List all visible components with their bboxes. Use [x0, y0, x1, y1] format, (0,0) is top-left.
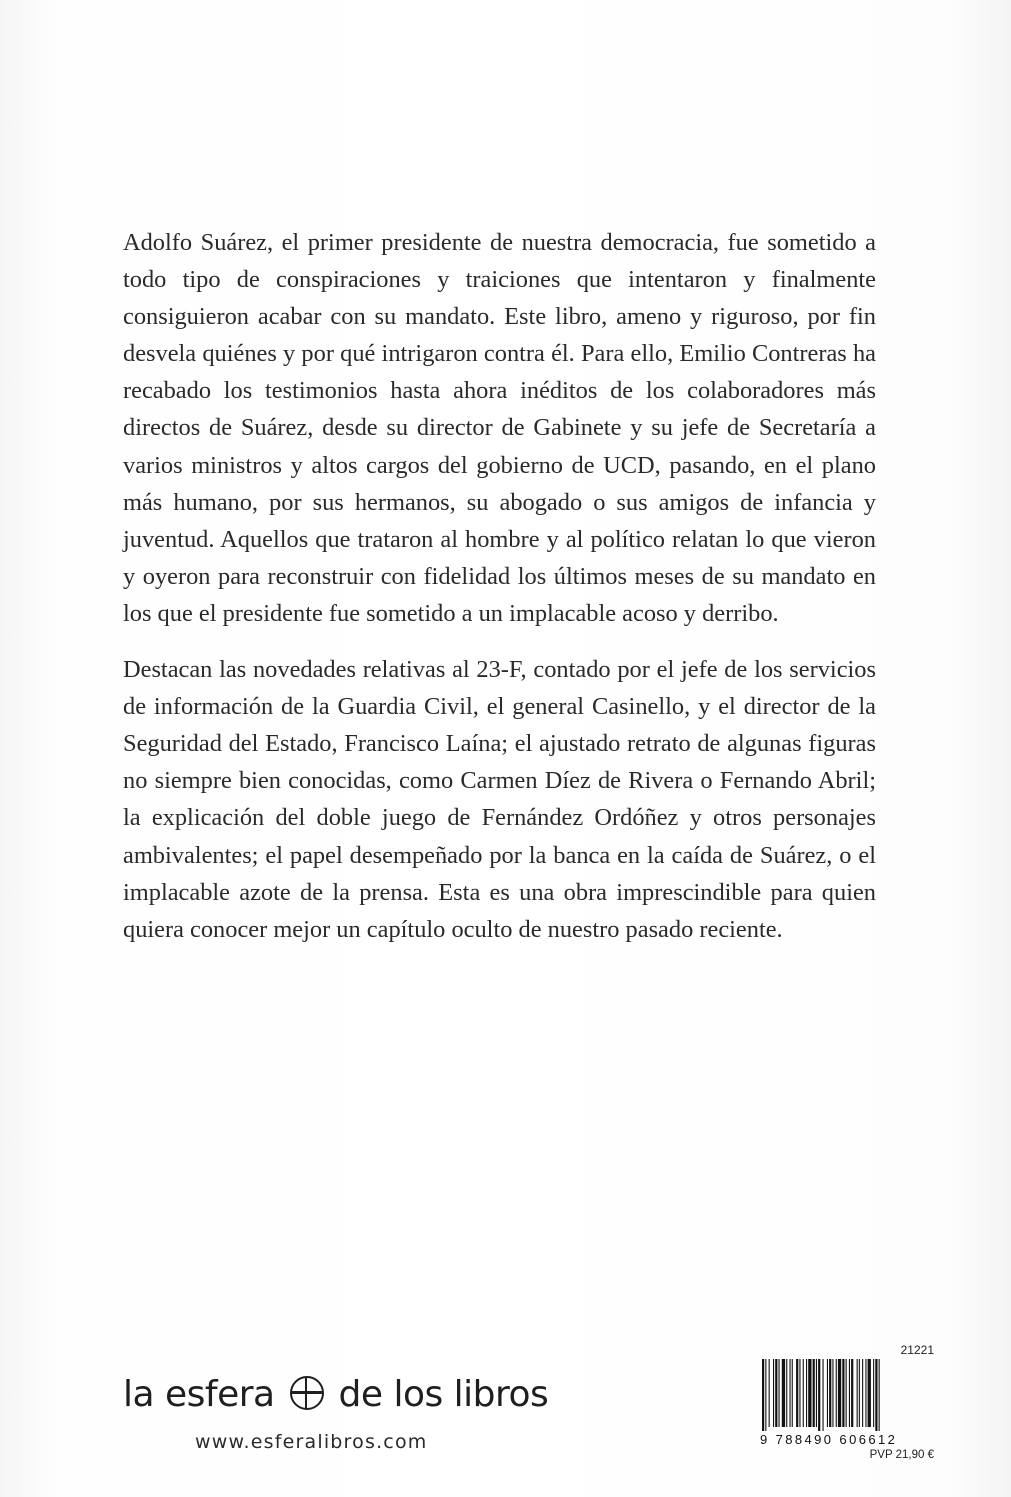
barcode-icon: [760, 1359, 938, 1431]
barcode-bar: [846, 1359, 847, 1427]
barcode-bar: [829, 1359, 831, 1427]
barcode-bar: [836, 1359, 837, 1427]
barcode-bar: [823, 1359, 824, 1431]
barcode-bar: [796, 1359, 798, 1427]
barcode-bar: [765, 1359, 766, 1431]
publisher-name-start: la esfera: [123, 1374, 275, 1415]
barcode-bar: [865, 1359, 866, 1427]
barcode-bar: [808, 1359, 811, 1427]
price-label: PVP 21,90 €: [869, 1449, 934, 1461]
barcode-bar: [790, 1359, 791, 1427]
barcode-bar: [806, 1359, 807, 1427]
barcode-bar: [779, 1359, 780, 1427]
barcode-bar: [813, 1359, 815, 1427]
barcode-bar: [842, 1359, 844, 1427]
barcode-bar: [857, 1359, 858, 1427]
publisher-name-end: de los libros: [338, 1374, 549, 1415]
barcode-bar: [827, 1359, 828, 1427]
barcode-bar: [873, 1359, 874, 1427]
barcode-bar: [832, 1359, 833, 1427]
barcode-bar: [775, 1359, 777, 1427]
barcode-bar: [838, 1359, 841, 1427]
barcode-bar: [859, 1359, 860, 1427]
globe-icon: [290, 1376, 324, 1410]
blurb-paragraph-2: Destacan las novedades relativas al 23-F, contado por el jefe de los servicios de información de la Guardia Civil, el general Casinello, y el director de la Seguridad del Estado, Francisco Laína; el ajustado retrato de algunas figuras no siempre bien conocidas, como Carmen Díez de Rivera o Fernando Abril; la explicación del doble juego de Fernández Ordóñez y otros personajes ambivalentes; el papel desempeñado por la banca en la caída de Suárez, o el implacable azote de la prensa. Esta es una obra imprescindible para quien quiera conocer mejor un capítulo oculto de nuestro pasado reciente.: [123, 656, 876, 943]
barcode-bar: [816, 1359, 817, 1427]
barcode-bar: [786, 1359, 787, 1427]
barcode-bar: [879, 1359, 880, 1431]
publisher-url: www.esferalibros.com: [195, 1431, 428, 1453]
barcode-bar: [849, 1359, 850, 1427]
barcode-bar: [803, 1359, 804, 1427]
barcode-bar: [769, 1359, 770, 1427]
barcode-bar: [782, 1359, 785, 1427]
internal-code: 21221: [900, 1343, 934, 1357]
blurb-text: [123, 224, 876, 948]
barcode-bar: [875, 1359, 877, 1431]
barcode-bar: [851, 1359, 853, 1427]
barcode-bar: [773, 1359, 774, 1427]
publisher-logo: [123, 1373, 549, 1453]
publisher-name: [123, 1373, 549, 1417]
barcode-bar: [792, 1359, 793, 1427]
barcode-bar: [818, 1359, 820, 1431]
barcode-bar: [862, 1359, 863, 1427]
barcode-block: [760, 1343, 938, 1461]
blurb-paragraph-1: Adolfo Suárez, el primer presidente de nuestra democracia, fue sometido a todo tipo de conspiraciones y traiciones que intentaron y finalmente consiguieron acabar con su mandato. Este libro, ameno y riguroso, por fin desvela quiénes y por qué intrigaron contra él. Para ello, Emilio Contreras ha recabado los testimonios hasta ahora inéditos de los colaboradores más directos de Suárez, desde su director de Gabinete y su jefe de Secretaría a varios ministros y altos cargos del gobierno de UCD, pasando, en el plano más humano, por sus hermanos, su abogado o sus amigos de infancia y juventud. Aquellos que trataron al hombre y al político relatan lo que vieron y oyeron para reconstruir con fidelidad los últimos meses de su mandato en los que el presidente fue sometido a un implacable acoso y derribo.: [123, 229, 876, 627]
barcode-bar: [799, 1359, 800, 1427]
isbn-number: 9 788490 606612: [760, 1432, 898, 1447]
barcode-bar: [762, 1359, 764, 1431]
barcode-bar: [868, 1359, 871, 1427]
